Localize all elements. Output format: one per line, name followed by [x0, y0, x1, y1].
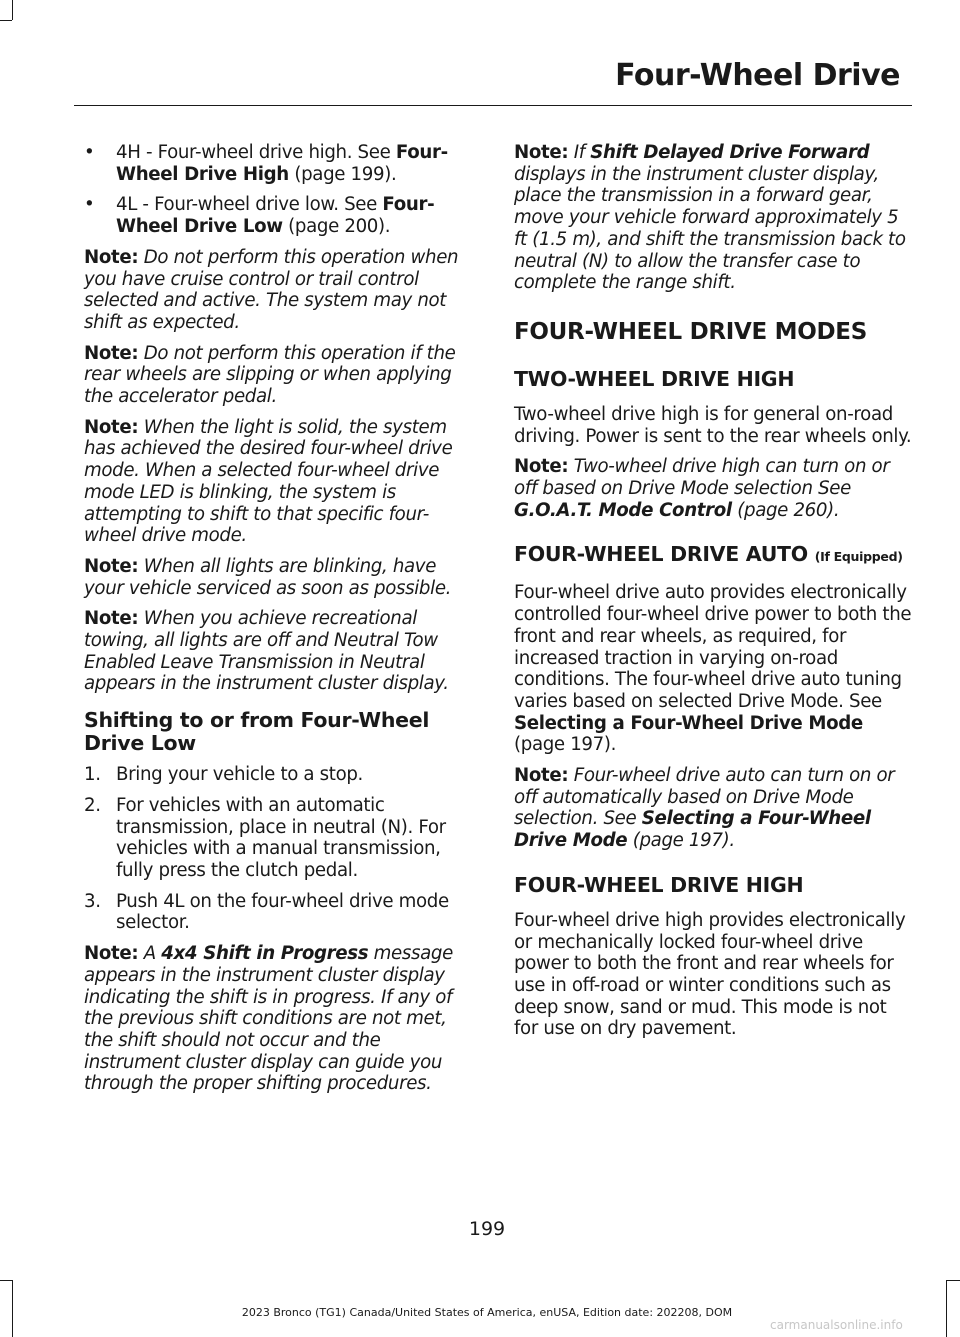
bullet-icon: • — [84, 142, 95, 163]
bullet-text: 4H - Four-wheel drive high. See — [116, 142, 396, 163]
header-divider — [74, 105, 912, 106]
cross-reference-link[interactable]: Four-Wheel Drive Low — [116, 194, 435, 238]
note-text: Do not perform this operation when you have cruise control or trail control selected and active. The system may not shift as expected. — [84, 246, 459, 333]
note — [84, 943, 480, 1095]
page-header-title: Four-Wheel Drive — [615, 58, 900, 93]
crop-mark — [947, 1280, 960, 1281]
note-text: A — [143, 943, 162, 965]
body-text — [514, 582, 912, 756]
note-label: Note: — [514, 142, 569, 163]
cross-reference-link[interactable]: G.O.A.T. Mode Control — [514, 499, 732, 521]
body-text: Four-wheel drive high provides electronically or mechanically locked four-wheel drive power to both the front and rear wheels for use in off-road or winter conditions such as deep snow, sand or mud. This mode is not for use on dry pavement. — [514, 909, 906, 1040]
body-text: Two-wheel drive high is for general on-road driving. Power is sent to the rear wheels only. — [514, 403, 912, 447]
mode-heading — [514, 541, 912, 570]
equipped-tag: (If Equipped) — [814, 549, 903, 565]
cross-reference-link[interactable]: Selecting a Four-Wheel Drive Mode — [514, 808, 871, 852]
note-text: When all lights are blinking, have your vehicle serviced as soon as possible. — [84, 555, 452, 599]
list-item — [84, 891, 480, 934]
note — [84, 343, 480, 408]
note — [84, 417, 480, 547]
step-text: For vehicles with an automatic transmission, place in neutral (N). For vehicles with a manual transmission, fully press the clutch pedal. — [116, 794, 446, 881]
note — [84, 247, 480, 334]
step-number: 3. — [84, 890, 101, 912]
page-number: 199 — [468, 1218, 506, 1240]
list-item — [84, 764, 480, 786]
note — [514, 765, 912, 852]
page-reference: (page 197). — [632, 830, 735, 852]
right-column — [514, 142, 912, 1049]
note-label: Note: — [84, 416, 139, 438]
list-item — [84, 194, 480, 237]
list-item — [84, 142, 480, 185]
note-text: Two-wheel drive high can turn on or off based on Drive Mode selection See — [514, 456, 890, 500]
note-text: message appears in the instrument cluster display indicating the shift is in progress. If any of the previous shift conditions are not met, the shift should not occur and the instrument cluster display can guide you through the proper shifting procedures. — [84, 943, 453, 1095]
note-label: Note: — [84, 555, 139, 577]
step-text: Bring your vehicle to a stop. — [116, 764, 363, 786]
note-label: Note: — [84, 943, 139, 965]
message-name: 4x4 Shift in Progress — [161, 943, 369, 965]
page-reference: (page 197). — [514, 734, 617, 756]
note-text: When you achieve recreational towing, all lights are off and Neutral Tow Enabled Leave Transmission in Neutral appears in the instrument cluster display. — [84, 608, 449, 695]
page-reference: (page 199). — [294, 163, 397, 185]
message-name: Shift Delayed Drive Forward — [590, 142, 870, 163]
mode-heading-text: FOUR-WHEEL DRIVE AUTO — [514, 542, 808, 567]
bullet-text: 4L - Four-wheel drive low. See — [116, 194, 383, 216]
watermark: carmanualsonline.info — [770, 1318, 903, 1332]
note-text: Do not perform this operation if the rear wheels are slipping or when applying the accelerator pedal. — [84, 342, 456, 408]
subheading: Shifting to or from Four-Wheel Drive Low — [84, 708, 430, 756]
crop-mark — [12, 0, 13, 20]
note-label: Note: — [84, 342, 139, 364]
mode-heading: TWO-WHEEL DRIVE HIGH — [514, 366, 795, 391]
note-text: If — [573, 142, 591, 163]
crop-mark — [0, 1280, 12, 1281]
footer-text: 2023 Bronco (TG1) Canada/United States of America, enUSA, Edition date: 202208, DOM — [241, 1306, 733, 1319]
note — [84, 556, 480, 599]
note-label: Note: — [514, 456, 569, 478]
note-text: Four-wheel drive auto can turn on or off automatically based on Drive Mode selection. See — [514, 765, 895, 830]
step-number: 1. — [84, 764, 101, 786]
note-text: displays in the instrument cluster display, place the transmission in a forward gear, move your vehicle forward approximately 5 ft (1.5 m), and shift the transmission back to neutral (N) to allow the transfer case to complete the range shift. — [514, 163, 906, 294]
list-item — [84, 795, 480, 882]
left-column — [84, 142, 480, 1104]
step-number: 2. — [84, 794, 101, 816]
page-reference: (page 200). — [288, 216, 391, 238]
crop-mark — [0, 20, 12, 21]
note-label: Note: — [514, 765, 569, 787]
page-reference: (page 260). — [737, 499, 840, 521]
note-label: Note: — [84, 246, 139, 268]
note — [84, 608, 480, 695]
note-text: When the light is solid, the system has achieved the desired four-wheel drive mode. When a selected four-wheel drive mode LED is blinking, the system is attempting to shift to that specific four-wheel drive mode. — [84, 416, 453, 547]
note-label: Note: — [84, 608, 139, 630]
cross-reference-link[interactable]: Four-Wheel Drive High — [116, 142, 448, 185]
bullet-icon: • — [84, 194, 95, 216]
note — [514, 456, 912, 521]
cross-reference-link[interactable]: Selecting a Four-Wheel Drive Mode — [514, 712, 863, 734]
body-text-part: Four-wheel drive auto provides electronically controlled four-wheel drive power to both the front and rear wheels, as required, for increased traction in varying on-road conditions. The four-wheel drive auto tuning varies based on selected Drive Mode. See — [514, 582, 912, 712]
mode-heading: FOUR-WHEEL DRIVE HIGH — [514, 872, 804, 897]
section-title: FOUR-WHEEL DRIVE MODES — [514, 318, 867, 345]
step-text: Push 4L on the four-wheel drive mode selector. — [116, 890, 449, 934]
note — [514, 142, 912, 294]
